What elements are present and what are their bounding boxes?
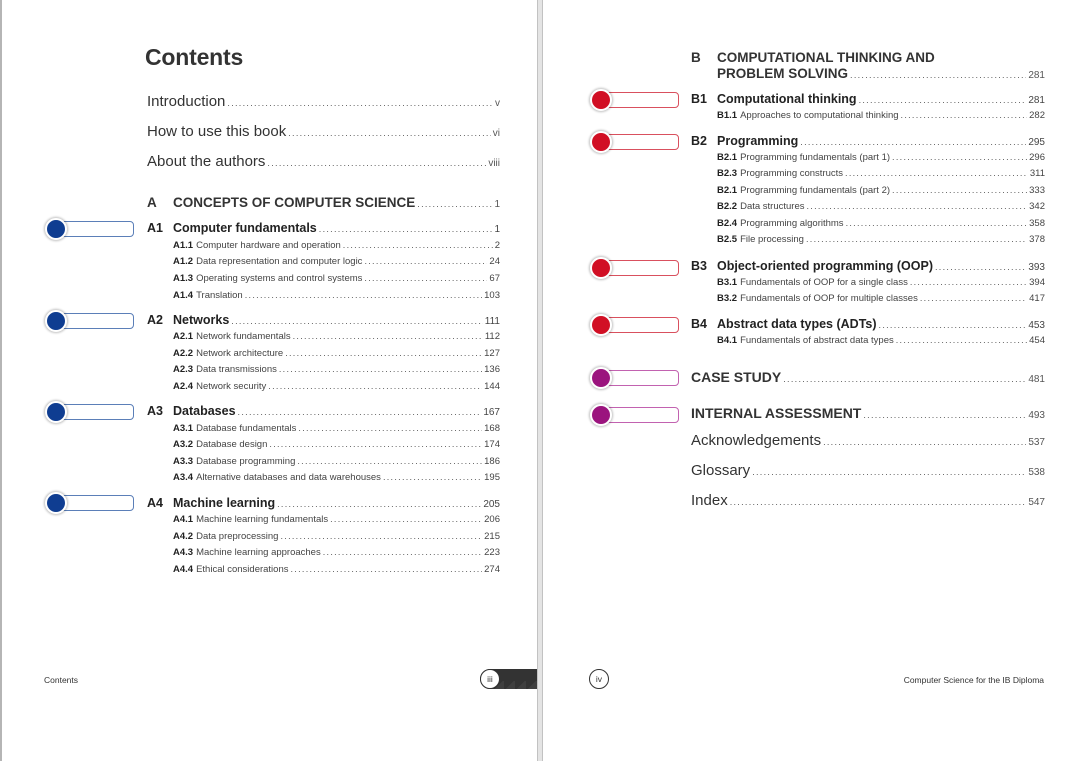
dot-leader (901, 110, 1028, 121)
toc-chapter-b1[interactable] (691, 92, 1045, 106)
section-code: A3.3 (173, 456, 194, 467)
chapter-code: A4 (147, 496, 163, 510)
section-page: 186 (484, 456, 500, 467)
section-label: Approaches to computational thinking (740, 110, 899, 121)
section-heading (173, 256, 362, 267)
toc-section-a1-1[interactable] (173, 240, 500, 251)
section-tab-internal-assessment[interactable] (590, 405, 680, 425)
tab-dot-icon (45, 218, 67, 240)
section-label: Database design (196, 439, 268, 450)
toc-chapter-b2[interactable] (691, 134, 1045, 148)
chapter-label: Networks (173, 313, 230, 327)
chapter-code: A1 (147, 221, 163, 235)
section-label: Ethical considerations (196, 564, 289, 575)
dot-leader (280, 531, 482, 542)
section-heading (173, 273, 362, 284)
section-heading (717, 152, 890, 163)
dot-leader (231, 313, 483, 327)
section-heading (717, 234, 804, 245)
dot-leader (227, 93, 493, 110)
toc-section-a2-3[interactable] (173, 364, 500, 375)
dot-leader (896, 335, 1027, 346)
section-page: 274 (484, 564, 500, 575)
toc-section-b2-2[interactable] (717, 201, 1045, 212)
chapter-page: 281 (1028, 95, 1045, 106)
toc-part-b-line2[interactable] (717, 66, 1045, 81)
part-heading (147, 195, 415, 210)
section-code: A1.1 (173, 240, 194, 251)
section-page: 223 (484, 547, 500, 558)
section-page: 358 (1029, 218, 1045, 229)
section-label: Machine learning approaches (196, 547, 321, 558)
section-heading (717, 218, 844, 229)
section-tab-case-study[interactable] (590, 368, 680, 388)
dot-leader (783, 369, 1026, 385)
toc-chapter-a2[interactable] (147, 313, 500, 327)
dot-leader (364, 273, 487, 284)
dot-leader (846, 218, 1028, 229)
toc-section-a4-3[interactable] (173, 547, 500, 558)
page-number-right: iv (589, 669, 609, 689)
section-heading (173, 439, 267, 450)
chapter-code: B3 (691, 259, 707, 273)
section-page: 215 (484, 531, 500, 542)
entry-page: 537 (1028, 437, 1045, 448)
section-label: Data preprocessing (196, 531, 279, 542)
section-code: A1.3 (173, 273, 194, 284)
entry-label: About the authors (147, 153, 266, 170)
toc-entry-about-authors[interactable] (147, 153, 500, 170)
chapter-label: Computational thinking (717, 92, 857, 106)
section-page: 333 (1029, 185, 1045, 196)
section-label: Fundamentals of OOP for multiple classes (740, 293, 918, 304)
section-tab-b1[interactable] (590, 90, 680, 110)
section-code: A2.3 (173, 364, 194, 375)
section-page: 127 (484, 348, 500, 359)
section-code: A2.2 (173, 348, 194, 359)
part-code: B (691, 50, 701, 65)
section-code: B2.4 (717, 218, 738, 229)
toc-section-a1-2[interactable] (173, 256, 500, 267)
chapter-label: Databases (173, 404, 236, 418)
chapter-code: B4 (691, 317, 707, 331)
dot-leader (910, 277, 1027, 288)
tab-dot-icon (45, 310, 67, 332)
section-heading (717, 201, 805, 212)
section-page: 112 (484, 331, 500, 342)
entry-page: 547 (1028, 497, 1045, 508)
section-label: Data transmissions (196, 364, 277, 375)
toc-part-b-line1[interactable] (691, 50, 935, 65)
chapter-page: 295 (1028, 137, 1045, 148)
chapter-code: A2 (147, 313, 163, 327)
toc-section-b2-5[interactable] (717, 234, 1045, 245)
section-code: A1.4 (173, 290, 194, 301)
section-label: Programming constructs (740, 168, 844, 179)
toc-section-a4-2[interactable] (173, 531, 500, 542)
dot-leader (277, 496, 481, 510)
toc-entry-glossary[interactable] (691, 462, 1045, 479)
section-label: Computer hardware and operation (196, 240, 341, 251)
section-page: 296 (1029, 152, 1045, 163)
toc-chapter-a1[interactable] (147, 221, 500, 235)
entry-label: Acknowledgements (691, 432, 822, 449)
dot-leader (330, 514, 482, 525)
page-title: Contents (145, 44, 244, 70)
part-code: A (147, 195, 157, 210)
toc-section-a3-2[interactable] (173, 439, 500, 450)
chapter-code: B1 (691, 92, 707, 106)
dot-leader (863, 405, 1026, 421)
toc-entry-case-study[interactable] (691, 369, 1045, 385)
dot-leader (730, 492, 1027, 509)
dot-leader (297, 456, 482, 467)
dot-leader (383, 472, 482, 483)
section-label: Programming fundamentals (part 2) (740, 185, 891, 196)
section-code: A1.2 (173, 256, 194, 267)
toc-entry-index[interactable] (691, 492, 1045, 509)
section-page: 311 (1029, 168, 1045, 179)
toc-section-b2-3[interactable] (717, 168, 1045, 179)
entry-label: How to use this book (147, 123, 287, 140)
section-page: 168 (484, 423, 500, 434)
toc-section-b1-1[interactable] (717, 110, 1045, 121)
section-page: 454 (1029, 335, 1045, 346)
toc-section-a1-3[interactable] (173, 273, 500, 284)
toc-section-a2-1[interactable] (173, 331, 500, 342)
dot-leader (279, 364, 482, 375)
section-code: B3.1 (717, 277, 738, 288)
toc-section-a4-4[interactable] (173, 564, 500, 575)
dot-leader (845, 168, 1028, 179)
section-page: 2 (494, 240, 500, 251)
section-label: Database programming (196, 456, 296, 467)
section-label: Network security (196, 381, 267, 392)
section-code: B2.2 (717, 201, 738, 212)
dot-leader (859, 92, 1027, 106)
tab-dot-icon (590, 257, 612, 279)
entry-page: v (495, 98, 500, 109)
section-code: A3.4 (173, 472, 194, 483)
entry-label: Introduction (147, 93, 226, 110)
tab-dot-icon (590, 404, 612, 426)
toc-part-a[interactable] (147, 195, 500, 210)
dot-leader (269, 439, 482, 450)
toc-section-a4-1[interactable] (173, 514, 500, 525)
toc-chapter-a4[interactable] (147, 496, 500, 510)
entry-page: 481 (1028, 374, 1045, 385)
section-tab-a1[interactable] (45, 219, 135, 239)
section-code: A4.3 (173, 547, 194, 558)
section-page: 103 (484, 290, 500, 301)
running-footer-right: Computer Science for the IB Diploma (903, 675, 1044, 685)
chapter-label: Machine learning (173, 496, 276, 510)
section-page: 67 (489, 273, 500, 284)
dot-leader (879, 317, 1027, 331)
section-label: Operating systems and control systems (196, 273, 363, 284)
toc-chapter-a3[interactable] (147, 404, 500, 418)
toc-entry-acknowledgements[interactable] (691, 432, 1045, 449)
part-page: 281 (1028, 70, 1045, 81)
dot-leader (245, 290, 482, 301)
tab-dot-icon (45, 401, 67, 423)
section-heading (173, 381, 266, 392)
tab-dot-icon (590, 89, 612, 111)
section-page: 282 (1029, 110, 1045, 121)
dot-leader (343, 240, 493, 251)
chapter-code: B2 (691, 134, 707, 148)
section-page: 24 (489, 256, 500, 267)
chapter-label: Computer fundamentals (173, 221, 317, 235)
entry-label: Glossary (691, 462, 751, 479)
dot-leader (806, 234, 1027, 245)
section-heading (173, 547, 321, 558)
section-code: A2.1 (173, 331, 194, 342)
dot-leader (892, 152, 1027, 163)
part-label-line2: PROBLEM SOLVING (717, 66, 849, 81)
dot-leader (323, 547, 482, 558)
toc-section-b3-1[interactable] (717, 277, 1045, 288)
section-code: A2.4 (173, 381, 194, 392)
section-label: Data representation and computer logic (196, 256, 363, 267)
section-code: B2.1 (717, 152, 738, 163)
dot-leader (752, 462, 1026, 479)
toc-section-b4-1[interactable] (717, 335, 1045, 346)
section-code: B1.1 (717, 110, 738, 121)
section-label: Data structures (740, 201, 805, 212)
entry-label: INTERNAL ASSESSMENT (691, 405, 862, 421)
section-tab-b4[interactable] (590, 315, 680, 335)
chapter-label: Abstract data types (ADTs) (717, 317, 877, 331)
section-page: 378 (1029, 234, 1045, 245)
section-code: B3.2 (717, 293, 738, 304)
chapter-code: A3 (147, 404, 163, 418)
section-heading (717, 335, 894, 346)
chapter-label: Programming (717, 134, 799, 148)
tab-dot-icon (45, 492, 67, 514)
section-tab-b2[interactable] (590, 132, 680, 152)
toc-chapter-b4[interactable] (691, 317, 1045, 331)
chapter-page: 111 (484, 316, 500, 327)
running-footer-left: Contents (44, 675, 79, 685)
tab-dot-icon (590, 314, 612, 336)
section-tab-a2[interactable] (45, 311, 135, 331)
section-label: Alternative databases and data warehouses (196, 472, 381, 483)
section-page: 195 (484, 472, 500, 483)
section-code: A3.2 (173, 439, 194, 450)
section-page: 206 (484, 514, 500, 525)
section-heading (717, 293, 918, 304)
entry-page: viii (488, 158, 500, 169)
chapter-page: 167 (483, 407, 500, 418)
dot-leader (238, 404, 482, 418)
toc-section-b3-2[interactable] (717, 293, 1045, 304)
section-tab-a3[interactable] (45, 402, 135, 422)
toc-chapter-b3[interactable] (691, 259, 1045, 273)
dot-leader (920, 293, 1027, 304)
section-heading (173, 240, 341, 251)
part-page: 1 (494, 199, 500, 210)
dot-leader (267, 153, 486, 170)
toc-entry-internal-assessment[interactable] (691, 405, 1045, 421)
section-heading (717, 168, 843, 179)
part-label: CONCEPTS OF COMPUTER SCIENCE (173, 195, 416, 210)
section-heading (717, 110, 899, 121)
section-label: Translation (196, 290, 243, 301)
section-page: 144 (484, 381, 500, 392)
section-page: 174 (484, 439, 500, 450)
section-code: B4.1 (717, 335, 738, 346)
entry-page: 538 (1028, 467, 1045, 478)
section-page: 417 (1029, 293, 1045, 304)
toc-section-b2-4[interactable] (717, 218, 1045, 229)
section-heading (717, 277, 908, 288)
entry-label: Index (691, 492, 728, 509)
section-page: 394 (1029, 277, 1045, 288)
section-label: Machine learning fundamentals (196, 514, 329, 525)
section-label: Fundamentals of OOP for a single class (740, 277, 908, 288)
dot-leader (319, 221, 493, 235)
dot-leader (850, 66, 1026, 81)
section-label: Network architecture (196, 348, 284, 359)
entry-label: CASE STUDY (691, 369, 782, 385)
toc-section-b2-1a[interactable] (717, 152, 1045, 163)
toc-section-a3-3[interactable] (173, 456, 500, 467)
section-code: A4.4 (173, 564, 194, 575)
section-label: Database fundamentals (196, 423, 297, 434)
section-code: A4.2 (173, 531, 194, 542)
entry-page: vi (492, 128, 500, 139)
section-heading (173, 514, 328, 525)
toc-section-a2-2[interactable] (173, 348, 500, 359)
toc-section-b2-1b[interactable] (717, 185, 1045, 196)
section-heading (173, 564, 289, 575)
section-heading (173, 331, 291, 342)
section-heading (173, 364, 277, 375)
tab-dot-icon (590, 367, 612, 389)
tab-dot-icon (590, 131, 612, 153)
chapter-page: 1 (494, 224, 500, 235)
section-heading (173, 531, 278, 542)
entry-page: 493 (1028, 410, 1045, 421)
dot-leader (288, 123, 491, 140)
section-heading (717, 185, 890, 196)
section-code: A4.1 (173, 514, 194, 525)
section-code: B2.3 (717, 168, 738, 179)
part-label-line1: COMPUTATIONAL THINKING AND (717, 50, 935, 65)
section-label: Fundamentals of abstract data types (740, 335, 894, 346)
chapter-label: Object-oriented programming (OOP) (717, 259, 933, 273)
section-heading (173, 348, 283, 359)
dot-leader (892, 185, 1027, 196)
toc-section-a3-4[interactable] (173, 472, 500, 483)
section-code: B2.1 (717, 185, 738, 196)
dot-leader (268, 381, 482, 392)
dot-leader (935, 259, 1026, 273)
dot-leader (291, 564, 483, 575)
section-tab-a4[interactable] (45, 493, 135, 513)
section-heading (173, 472, 381, 483)
section-heading (173, 423, 296, 434)
band-pattern (493, 681, 537, 689)
section-label: File processing (740, 234, 804, 245)
toc-section-a1-4[interactable] (173, 290, 500, 301)
chapter-page: 453 (1028, 320, 1045, 331)
dot-leader (285, 348, 482, 359)
dot-leader (417, 195, 492, 210)
section-label: Programming fundamentals (part 1) (740, 152, 891, 163)
dot-leader (823, 432, 1026, 449)
toc-section-a2-4[interactable] (173, 381, 500, 392)
section-heading (173, 456, 295, 467)
dot-leader (364, 256, 487, 267)
dot-leader (298, 423, 482, 434)
dot-leader (807, 201, 1028, 212)
dot-leader (800, 134, 1026, 148)
section-page: 342 (1029, 201, 1045, 212)
chapter-page: 205 (483, 499, 500, 510)
chapter-page: 393 (1028, 262, 1045, 273)
toc-entry-how-to-use[interactable] (147, 123, 500, 140)
section-heading (173, 290, 243, 301)
toc-entry-introduction[interactable] (147, 93, 500, 110)
toc-section-a3-1[interactable] (173, 423, 500, 434)
section-label: Network fundamentals (196, 331, 291, 342)
dot-leader (293, 331, 483, 342)
section-code: A3.1 (173, 423, 194, 434)
section-label: Programming algorithms (740, 218, 844, 229)
page-number-left: iii (480, 669, 500, 689)
section-page: 136 (484, 364, 500, 375)
section-code: B2.5 (717, 234, 738, 245)
section-tab-b3[interactable] (590, 258, 680, 278)
